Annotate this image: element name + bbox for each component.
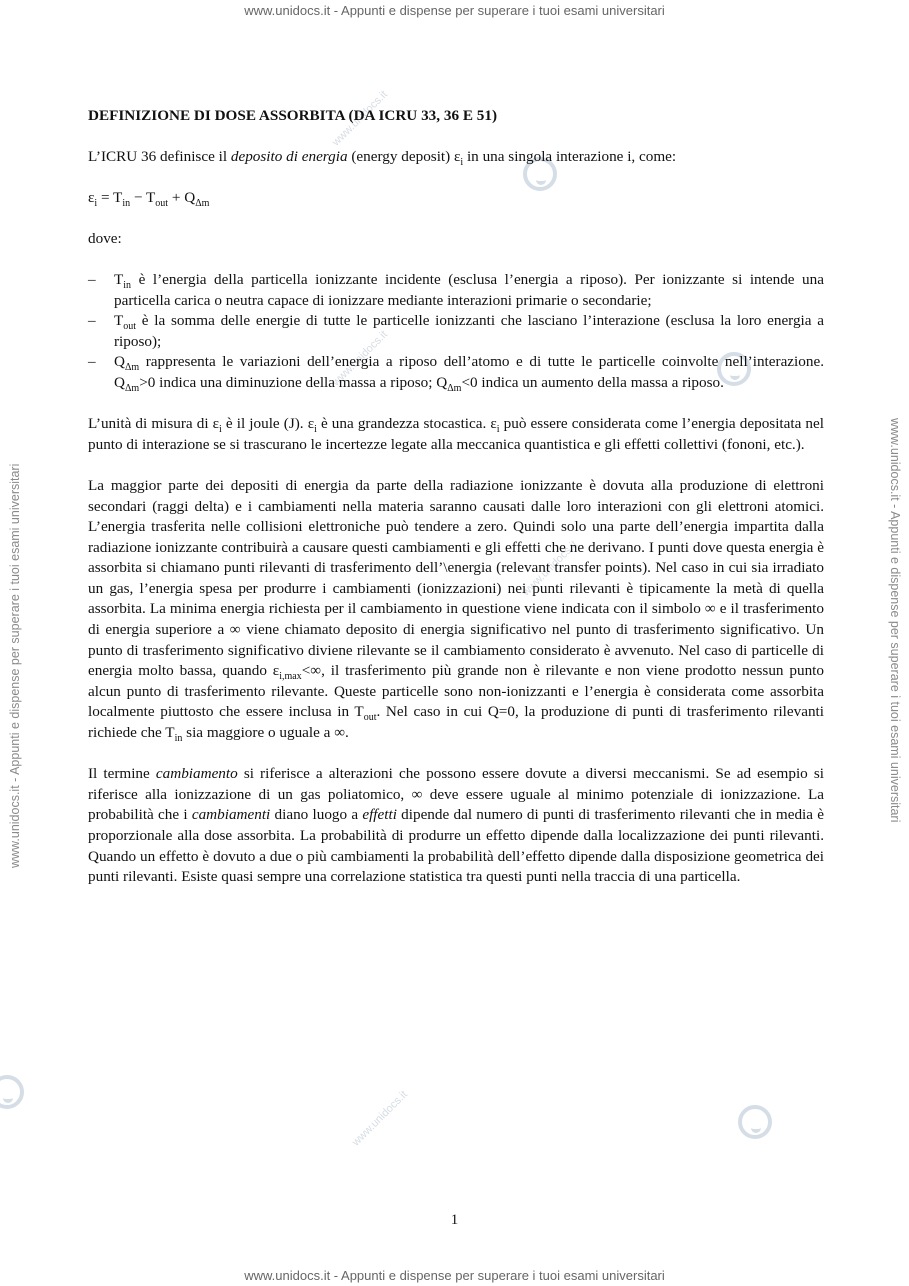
list-item: – $T_{in}$ è l’energia della particella ionizzante incidente (esclusa l’energia a riposo). Per ionizzante si intende una particella carica o neutra capace di ionizzare mediante interazioni primarie o secondarie; <box>88 270 824 309</box>
unidocs-logo-watermark-icon <box>0 1075 24 1109</box>
unit-paragraph: L’unità di misura di $\varepsilon_i$ è il joule (J). $\varepsilon_i$ è una grandezza stocastica. $\varepsilon_i$ può essere considerata come l’energia depositata nel punto di interazione se si trascurano le incertezze legate alla meccanica quantistica e gli effetti collettivi (fononi, etc.). <box>88 415 824 453</box>
document-title: DEFINIZIONE DI DOSE ASSORBITA (DA ICRU 33, 36 E 51) <box>88 107 498 124</box>
watermark-text: www.unidocs.it <box>330 328 390 389</box>
watermark-text: www.unidocs.it <box>520 538 580 599</box>
left-side-banner: www.unidocs.it - Appunti e dispense per superare i tuoi esami universitari <box>8 463 22 868</box>
energy-deposit-formula: $\varepsilon_i = T_{in} - T_{out} + Q_{\Delta m}$ <box>88 189 210 210</box>
unidocs-logo-watermark-icon <box>738 1105 772 1139</box>
cambiamento-paragraph: Il termine cambiamento si riferisce a alterazioni che possono essere dovute a diversi meccanismi. Se ad esempio si riferisce alla ionizzazione di un gas poliatomico, ∞ deve essere uguale al minimo potenziale di ionizzazione. La probabilità che i cambiamenti diano luogo a effetti dipende dal numero di punti di trasferimento rilevanti che in media è proporzionale alla dose assorbita. La probabilità di produrre un effetto dipende dalla localizzazione dei punti rilevanti. Quando un effetto è dovuto a due o più cambiamenti la probabilità dell’effetto dipende dalla disposizione geometrica dei punti rilevanti. Esiste quasi sempre una correlazione statistica tra questi punti nella traccia di una particella. <box>88 765 825 886</box>
watermark-text: www.unidocs.it <box>330 88 390 149</box>
list-item: – $Q_{\Delta m}$ rappresenta le variazioni dell’energia a riposo dell’atomo e di tutte le particelle coinvolte nell’interazione. $Q_{\Delta m}>0$ indica una diminuzione della massa a riposo; $Q_{\Delta m}<0$ indica un aumento della massa a riposo. <box>88 353 824 394</box>
right-side-banner: www.unidocs.it - Appunti e dispense per superare i tuoi esami universitari <box>888 418 902 823</box>
intro-paragraph: L’ICRU 36 definisce il deposito di energia (energy deposit) $\varepsilon_i$ in una singola interazione i, come: <box>88 148 677 169</box>
dove-label: dove: <box>88 229 122 247</box>
watermark-text: www.unidocs.it <box>350 1088 410 1149</box>
definitions-list <box>88 270 824 394</box>
list-item: – $T_{out}$ è la somma delle energie di tutte le particelle ionizzanti che lasciano l’interazione (esclusa la loro energia a riposo); <box>88 312 824 350</box>
footer-banner[interactable]: www.unidocs.it - Appunti e dispense per superare i tuoi esami universitari <box>244 1268 665 1283</box>
page-number: 1 <box>450 1212 459 1228</box>
document-body <box>88 106 824 908</box>
header-banner[interactable]: www.unidocs.it - Appunti e dispense per superare i tuoi esami universitari <box>244 3 665 18</box>
energy-deposits-paragraph: La maggior parte dei depositi di energia da parte della radiazione ionizzante è dovuta alla produzione di elettroni secondari (raggi delta) e i cambiamenti nella materia saranno causati dalle loro interazioni con gli elettroni atomici. L’energia trasferita nelle collisioni elettroniche può tendere a zero. Quindi solo una parte dell’energia impartita dalla radiazione ionizzante contribuirà a causare questi cambiamenti e gli effetti che ne derivano. I punti dove questa energia è assorbita si chiamano punti rilevanti di trasferimento dell’\energia (relevant transfer points). Nel caso in cui sia irradiato un gas, l’energia spesa per produrre i cambiamenti (ionizzazioni) nei punti rilevanti è tipicamente la metà di quella assorbita. La minima energia richiesta per il cambiamento in questione viene indicata con il simbolo ∞ e il trasferimento di energia superiore a ∞ viene chiamato deposito di energia significativo nel punto di trasferimento significativo. Un punto di trasferimento significativo diviene rilevante se il cambiamento considerato è avvenuto. Nel caso di particelle di energia molto bassa, quando $\varepsilon_{i,max}<\infty$, il trasferimento più grande non è rilevante e non viene prodotto nessun punto alcun punto di trasferimento rilevante. Queste particelle sono non-ionizzanti e l’energia è considerata come assorbita localmente piuttosto che essere inclusa in $T_{out}$. Nel caso in cui Q=0, la produzione di punti di trasferimento rilevanti richiede che $T_{in}$ sia maggiore o uguale a ∞. <box>88 476 824 745</box>
